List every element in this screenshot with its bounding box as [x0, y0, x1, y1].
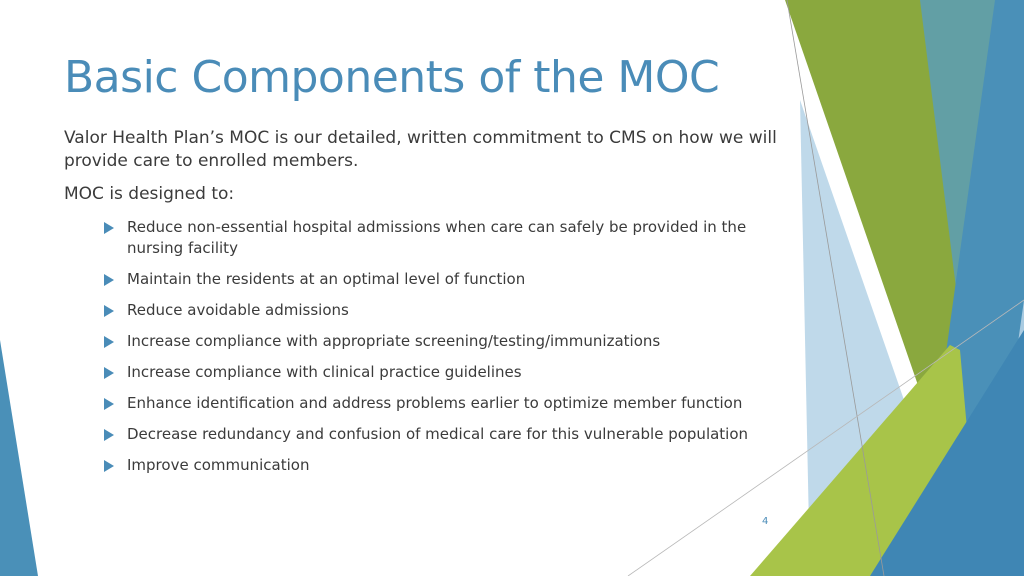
slide-title: Basic Components of the MOC [64, 52, 720, 103]
bullet-item [104, 424, 784, 445]
bullet-item [104, 455, 784, 476]
left-edge-shape [0, 340, 38, 576]
bullet-text: Maintain the residents at an optimal level of function [127, 270, 526, 288]
arrow-bullet-icon [104, 274, 114, 286]
lead-text: MOC is designed to: [64, 184, 235, 204]
bullet-item [104, 300, 784, 321]
arrow-bullet-icon [104, 336, 114, 348]
arrow-bullet-icon [104, 305, 114, 317]
bullet-text: Decrease redundancy and confusion of medical care for this vulnerable population [127, 425, 749, 443]
arrow-bullet-icon [104, 222, 114, 234]
page-number: 4 [762, 516, 769, 527]
arrow-bullet-icon [104, 460, 114, 472]
bullet-text: Reduce avoidable admissions [127, 301, 349, 319]
bullet-text: Improve communication [127, 456, 310, 474]
arrow-bullet-icon [104, 398, 114, 410]
bullet-text: Increase compliance with appropriate screening/testing/immunizations [127, 332, 661, 350]
bullet-item [104, 269, 784, 290]
bullet-item [104, 217, 784, 259]
bullet-item [104, 331, 784, 352]
bullet-item [104, 393, 784, 414]
arrow-bullet-icon [104, 429, 114, 441]
bullet-text: Reduce non-essential hospital admissions when care can safely be provided in the nursing facility [127, 218, 747, 257]
bullet-text: Enhance identification and address problems earlier to optimize member function [127, 394, 743, 412]
bullet-text: Increase compliance with clinical practice guidelines [127, 363, 522, 381]
intro-paragraph: Valor Health Plan’s MOC is our detailed, written commitment to CMS on how we will provide care to enrolled members. [64, 128, 777, 171]
arrow-bullet-icon [104, 367, 114, 379]
bullet-item [104, 362, 784, 383]
bullet-list [104, 217, 784, 486]
